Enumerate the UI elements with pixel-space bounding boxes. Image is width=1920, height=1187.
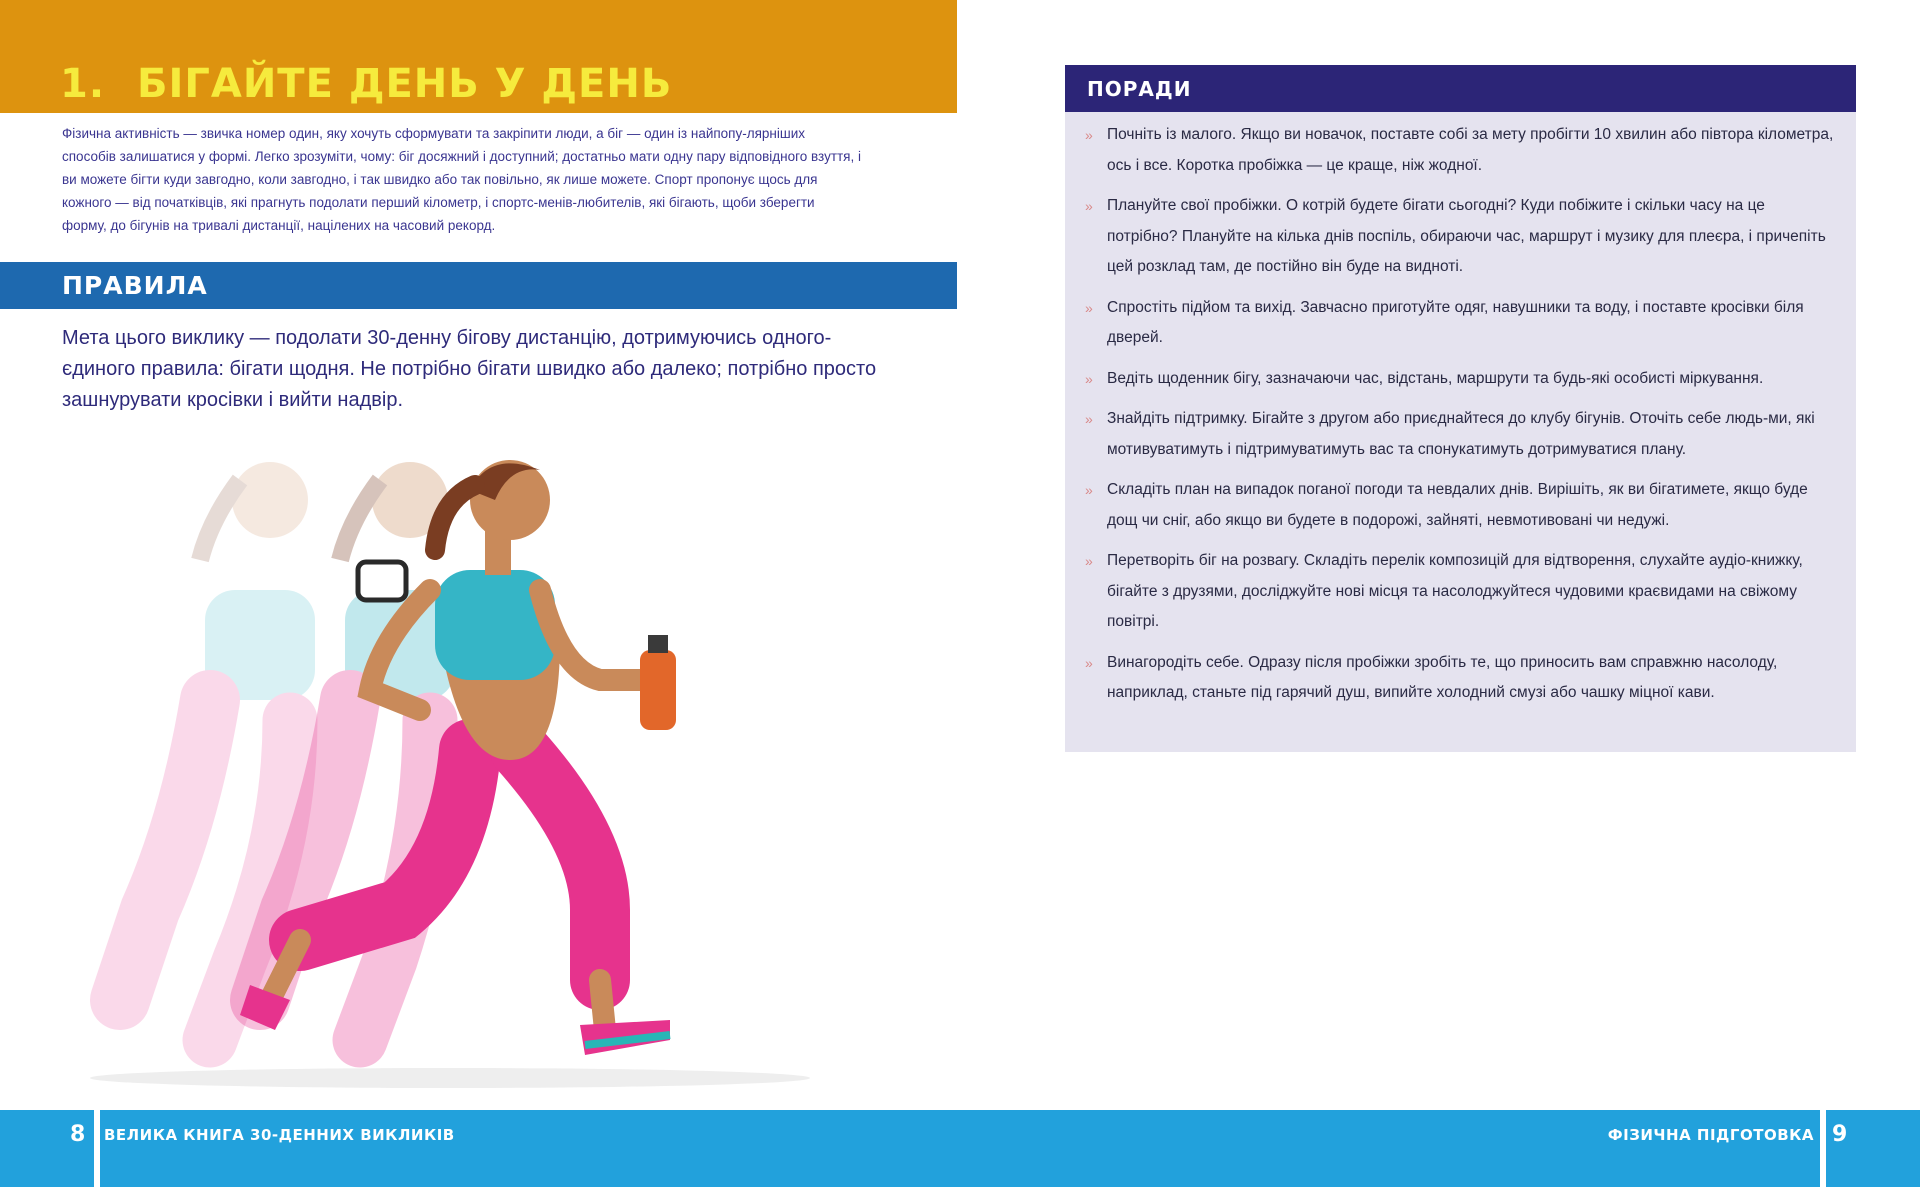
tip-text: Складіть план на випадок поганої погоди та невдалих днів. Вирішіть, як ви бігатимете, якщо буде дощ чи сніг, або якщо ви будете в подорожі, зайняті, невмотивовані чи недужі. [1107,481,1808,529]
tips-heading-band [1065,65,1856,112]
tip-text: Ведіть щоденник бігу, зазначаючи час, відстань, маршрути та будь-які особисті міркування. [1107,369,1764,387]
bullet-icon: » [1085,127,1093,143]
footer-divider [1820,1110,1826,1187]
list-item [1085,546,1838,638]
list-item [1085,120,1838,181]
rules-heading-band [0,262,957,309]
list-item [1085,293,1838,354]
list-item [1085,648,1838,709]
rules-paragraph: Мета цього виклику — подолати 30-денну бігову дистанцію, дотримуючись одного-єдиного правила: бігати щодня. Не потрібно бігати швидко або далеко; потрібно просто зашнурувати кросівки і вийти надвір. [62,327,877,411]
tip-text: Плануйте свої пробіжки. О котрій будете бігати сьогодні? Куди побіжите і скільки часу на це потрібно? Плануйте на кілька днів поспіль, обираючи час, маршрут і музику для плеєра, і причепіть цей розклад там, де постійно він буде на видноті. [1107,197,1826,275]
tip-text: Перетворіть біг на розвагу. Складіть перелік композицій для відтворення, слухайте аудіо-книжку, бігайте з друзями, досліджуйте нові місця та насолоджуйтеся чудовими краєвидами на свіжому повітрі. [1107,552,1803,630]
bullet-icon: » [1085,411,1093,427]
list-item [1085,475,1838,536]
chapter-number: 1. [60,61,106,107]
page-footer [0,1110,1920,1187]
list-item [1085,364,1838,395]
tip-text: Почніть із малого. Якщо ви новачок, поставте собі за мету пробігти 10 хвилин або півтора кілометра, ось і все. Коротка пробіжка — це краще, ніж жодної. [1107,126,1834,174]
bullet-icon: » [1085,654,1093,671]
tip-text: Винагородіть себе. Одразу після пробіжки зробіть те, що приносить вам справжню насолоду, наприклад, станьте під гарячий душ, випийте холодний смузі або чашку міцної кави. [1107,653,1778,701]
tips-heading: ПОРАДИ [1087,77,1192,101]
intro-paragraph: Фізична активність — звичка номер один, яку хочуть сформувати та закріпити люди, а біг — один із найпопу-лярніших способів залишатися у формі. Легко зрозуміти, чому: біг досяжний і доступний; достатньо мати одну пару відповідного взуття, і ви можете бігти куди завгодно, коли завгодно, і так швидко або так повільно, як лише можете. Спорт пропонує щось для кожного — від початківців, які прагнуть подолати перший кілометр, і спортс-менів-любителів, які бігають, щоби зберегти форму, до бігунів на тривалі дистанції, націлених на часовий рекорд. [62,126,861,233]
bullet-icon: » [1085,198,1093,214]
rules-heading: ПРАВИЛА [62,271,208,300]
bullet-icon: » [1085,553,1093,569]
section-title: ФІЗИЧНА ПІДГОТОВКА [1607,1126,1814,1144]
footer-divider [94,1110,100,1187]
book-title: ВЕЛИКА КНИГА 30-ДЕННИХ ВИКЛИКІВ [104,1126,455,1144]
tip-text: Знайдіть підтримку. Бігайте з другом або приєднайтеся до клубу бігунів. Оточіть себе людь-ми, які мотивуватимуть і підтримуватимуть вас та спонукатимуть дотримуватися плану. [1107,410,1815,458]
chapter-title-band [0,0,957,113]
bullet-icon: » [1085,482,1093,498]
list-item [1085,404,1838,465]
bullet-icon: » [1085,370,1093,387]
tips-list [1065,112,1856,709]
running-woman-icon [40,440,860,1100]
page-number-left: 8 [70,1122,86,1147]
page-number-right: 9 [1832,1122,1848,1147]
tip-text: Спростіть підйом та вихід. Завчасно приготуйте одяг, навушники та воду, і поставте кросівки біля дверей. [1107,298,1804,346]
bullet-icon: » [1085,299,1093,316]
list-item [1085,191,1838,283]
chapter-title: БІГАЙТЕ ДЕНЬ У ДЕНЬ [137,61,673,107]
tips-panel [1065,65,1856,752]
